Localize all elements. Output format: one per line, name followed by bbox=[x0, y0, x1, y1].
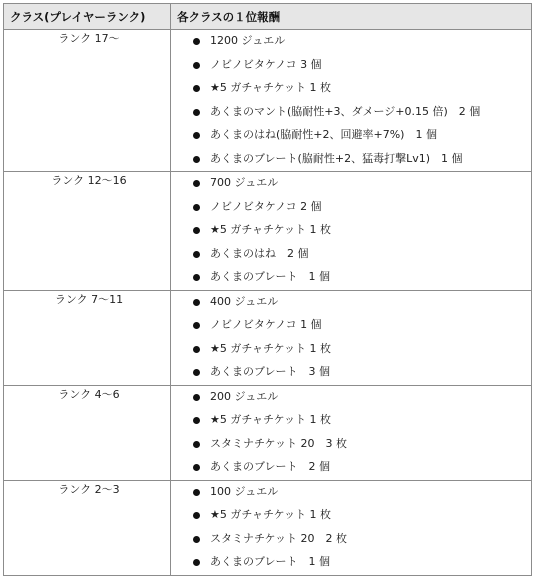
list-item: ノビノビタケノコ 3 個 bbox=[171, 54, 531, 78]
list-item: ★5 ガチャチケット 1 枚 bbox=[171, 409, 531, 433]
list-item: ★5 ガチャチケット 1 枚 bbox=[171, 504, 531, 528]
reward-cell bbox=[171, 480, 532, 575]
list-item: 200 ジュエル bbox=[171, 386, 531, 410]
list-item: あくまのブレート 1 個 bbox=[171, 266, 531, 290]
rank-cell bbox=[4, 30, 171, 172]
reward-cell bbox=[171, 172, 532, 291]
list-item: 1200 ジュエル bbox=[171, 30, 531, 54]
reward-cell bbox=[171, 30, 532, 172]
list-item: あくまのはね 2 個 bbox=[171, 243, 531, 267]
reward-list bbox=[171, 30, 531, 171]
rank-cell bbox=[4, 172, 171, 291]
rank-cell bbox=[4, 290, 171, 385]
list-item: ★5 ガチャチケット 1 枚 bbox=[171, 77, 531, 101]
reward-cell bbox=[171, 385, 532, 480]
list-item: ノビノビタケノコ 2 個 bbox=[171, 196, 531, 220]
list-item: あくまのはね(脇耐性+2、回避率+7%) 1 個 bbox=[171, 124, 531, 148]
table-row bbox=[4, 480, 532, 575]
list-item: ノビノビタケノコ 1 個 bbox=[171, 314, 531, 338]
rank-cell bbox=[4, 385, 171, 480]
list-item: ★5 ガチャチケット 1 枚 bbox=[171, 219, 531, 243]
rank-label: ランク 7〜11 bbox=[54, 292, 124, 306]
reward-table bbox=[3, 3, 532, 576]
rank-label: ランク 17〜 bbox=[58, 32, 120, 45]
list-item: 700 ジュエル bbox=[171, 172, 531, 196]
reward-list bbox=[171, 386, 531, 480]
list-item: スタミナチケット 20 2 枚 bbox=[171, 528, 531, 552]
list-item: あくまのマント(脇耐性+3、ダメージ+0.15 倍) 2 個 bbox=[171, 101, 531, 125]
table-body bbox=[4, 30, 532, 576]
reward-list bbox=[171, 172, 531, 290]
rank-label: ランク 12〜16 bbox=[51, 174, 127, 187]
header-row bbox=[4, 4, 532, 30]
list-item: あくまのブレート 2 個 bbox=[171, 456, 531, 480]
header-class: クラス(プレイヤーランク) bbox=[4, 4, 171, 30]
table-row bbox=[4, 290, 532, 385]
rank-label: ランク 2〜3 bbox=[58, 482, 120, 496]
table-header bbox=[4, 4, 532, 30]
list-item: ★5 ガチャチケット 1 枚 bbox=[171, 338, 531, 362]
list-item: スタミナチケット 20 3 枚 bbox=[171, 433, 531, 457]
reward-list bbox=[171, 481, 531, 575]
list-item: あくまのブレート(脇耐性+2、猛毒打撃Lv1) 1 個 bbox=[171, 148, 531, 172]
list-item: あくまのブレート 1 個 bbox=[171, 551, 531, 575]
reward-cell bbox=[171, 290, 532, 385]
list-item: あくまのブレート 3 個 bbox=[171, 361, 531, 385]
table-row bbox=[4, 385, 532, 480]
rank-cell bbox=[4, 480, 171, 575]
header-reward: 各クラスの１位報酬 bbox=[171, 4, 532, 30]
reward-list bbox=[171, 291, 531, 385]
list-item: 100 ジュエル bbox=[171, 481, 531, 505]
table-row bbox=[4, 172, 532, 291]
table-row bbox=[4, 30, 532, 172]
rank-label: ランク 4〜6 bbox=[58, 387, 120, 401]
list-item: 400 ジュエル bbox=[171, 291, 531, 315]
